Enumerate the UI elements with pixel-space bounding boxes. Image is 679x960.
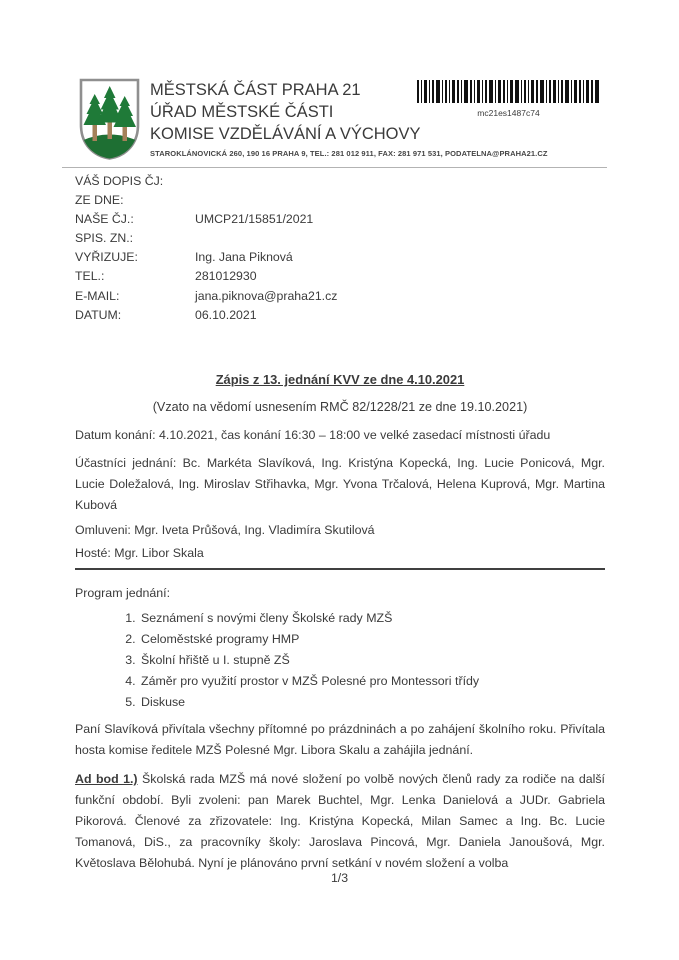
document-subtitle: (Vzato na vědomí usnesením RMČ 82/1228/21 ze dne 19.10.2021) xyxy=(152,400,528,414)
participants-paragraph: Účastníci jednání: Bc. Markéta Slavíková, Ing. Kristýna Kopecká, Ing. Lucie Ponicová, Mgr. Lucie Doležalová, Ing. Miroslav Střihavka, Mgr. Yvona Trčalová, Helena Kuprová, Mgr. Martina Kubová xyxy=(75,456,605,512)
meta-value: Ing. Jana Piknová xyxy=(195,250,293,265)
meta-label: ZE DNE: xyxy=(75,193,124,208)
ad-bod-1-paragraph xyxy=(75,769,605,874)
meta-row-email xyxy=(75,287,337,306)
meta-label: VÁŠ DOPIS ČJ: xyxy=(75,174,164,188)
org-name-line1: MĚSTSKÁ ČÁST PRAHA 21 xyxy=(150,81,361,99)
meta-label: DATUM: xyxy=(75,307,122,322)
document-body xyxy=(75,369,605,874)
meta-row-spis-zn xyxy=(75,229,337,248)
header-contact-line: STAROKLÁNOVICKÁ 260, 190 16 PRAHA 9, TEL.: 281 012 911, FAX: 281 971 531, PODATELNA@PRAHA21.CZ xyxy=(150,149,548,158)
meta-row-vas-dopis xyxy=(75,172,337,191)
barcode-image xyxy=(417,80,600,103)
meta-row-vyrizuje xyxy=(75,248,337,267)
ad-bod-1-text: Školská rada MZŠ má nové složení po volbě nových členů rady za rodiče na další funkční období. Byli zvoleni: pan Marek Buchtel, Mgr. Lenka Danielová a JUDr. Gabriela Pikorová. Členové za zřizovatele: Ing. Kristýna Kopecká, Milan Samec a Ing. Bc. Lucie Tomanová, DiS., za pracovníky školy: Jaroslava Pincová, Mgr. Daniela Janoušová, Mgr. Květoslava Bělohubá. Nyní je plánováno první setkání v novém složení a volba xyxy=(75,772,605,870)
meta-label: E-MAIL: xyxy=(75,288,120,303)
agenda-item-3: 3. Školní hřiště u I. stupně ZŠ xyxy=(139,650,605,671)
agenda-heading: Program jednání: xyxy=(75,586,171,600)
barcode-block xyxy=(417,80,600,119)
meta-label: NAŠE ČJ.: xyxy=(75,212,134,227)
meta-value: jana.piknova@praha21.cz xyxy=(195,288,338,303)
meta-value: UMCP21/15851/2021 xyxy=(195,212,314,227)
meta-row-nase-cj xyxy=(75,210,337,229)
org-name-line3: KOMISE VZDĚLÁVÁNÍ A VÝCHOVY xyxy=(150,125,421,143)
guests-line: Hosté: Mgr. Libor Skala xyxy=(75,546,204,560)
excused-line: Omluveni: Mgr. Iveta Průšová, Ing. Vladimíra Skutilová xyxy=(75,523,375,537)
org-name-line2: ÚŘAD MĚSTSKÉ ČÁSTI xyxy=(150,103,334,121)
meta-label: TEL.: xyxy=(75,269,105,284)
agenda-item-4: 4. Záměr pro využití prostor v MZŠ Polesné pro Montessori třídy xyxy=(139,671,605,692)
ad-bod-1-lead: Ad bod 1.) xyxy=(75,772,138,786)
header-divider xyxy=(62,167,607,168)
meta-label: SPIS. ZN.: xyxy=(75,231,134,246)
barcode-label: mc21es1487c74 xyxy=(477,108,540,118)
page-number: 1/3 xyxy=(330,871,349,885)
meta-row-datum xyxy=(75,306,337,325)
meta-label: VYŘIZUJE: xyxy=(75,250,138,265)
meta-value: 06.10.2021 xyxy=(195,307,257,322)
intro-paragraph: Paní Slavíková přivítala všechny přítomné po prázdninách a po zahájení školního roku. Přivítala hosta komise ředitele MZŠ Polesné Mgr. Libora Skalu a zahájila jednání. xyxy=(75,722,605,757)
agenda-list xyxy=(75,608,605,713)
meta-value: 281012930 xyxy=(195,269,257,284)
agenda-item-2: 2. Celoměstské programy HMP xyxy=(139,629,605,650)
agenda-item-5: 5. Diskuse xyxy=(139,692,605,713)
meta-row-ze-dne xyxy=(75,191,337,210)
metadata-block xyxy=(75,172,337,325)
section-divider xyxy=(75,568,605,570)
agenda-item-1: 1. Seznámení s novými členy Školské rady MZŠ xyxy=(139,608,605,629)
coat-of-arms-logo xyxy=(78,78,141,161)
meeting-date-line: Datum konání: 4.10.2021, čas konání 16:30 – 18:00 ve velké zasedací místnosti úřadu xyxy=(75,428,551,442)
document-title: Zápis z 13. jednání KVV ze dne 4.10.2021 xyxy=(215,372,465,387)
meta-row-tel xyxy=(75,267,337,286)
